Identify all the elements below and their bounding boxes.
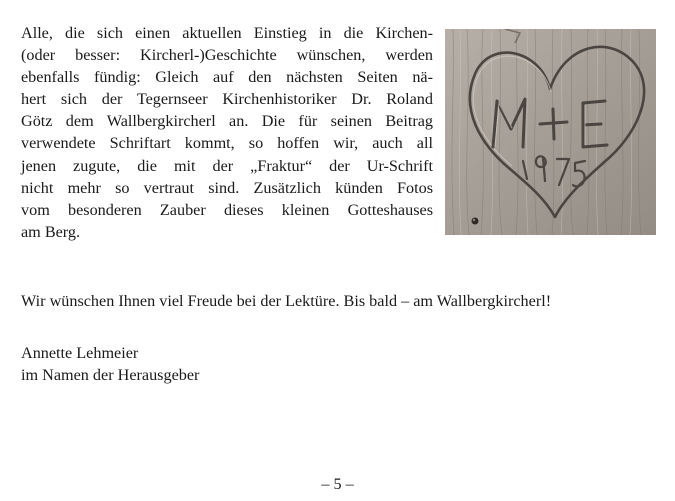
paragraph-line: Götz dem Wallbergkircherl an. Die für seinen Beitrag (21, 112, 433, 131)
paragraph-line: hert sich der Tegernseer Kirchenhistoriker Dr. Roland (21, 90, 433, 109)
signature-block (21, 342, 199, 386)
paragraph-line: Alle, die sich einen aktuellen Einstieg in die Kirchen- (21, 24, 433, 42)
paragraph-line: am Berg. (21, 222, 81, 241)
wood-background (445, 29, 656, 235)
paragraph-line: jenen zugute, die mit der „Fraktur“ der Ur-Schrift (21, 156, 433, 175)
paragraph-line: ebenfalls fündig: Gleich auf den nächsten Seiten nä- (21, 68, 433, 87)
paragraph-line: nicht mehr so vertraut sind. Zusätzlich künden Fotos (21, 178, 433, 197)
signature-role: im Namen der Herausgeber (21, 366, 200, 384)
signature-name: Annette Lehmeier (21, 344, 139, 362)
paragraph-line: verwendete Schriftart kommt, so hoffen wir, auch all (21, 134, 433, 153)
paragraph-line: (oder besser: Kircherl-)Geschichte wünschen, werden (21, 46, 433, 65)
paragraph-line: vom besonderen Zauber dieses kleinen Gotteshauses (21, 200, 433, 219)
carved-heart-photo (445, 29, 656, 235)
carved-heart-image (445, 29, 656, 235)
page-number: – 5 – (321, 475, 354, 493)
closing-paragraph: Wir wünschen Ihnen viel Freude bei der Lektüre. Bis bald – am Wallbergkircherl! (21, 292, 552, 310)
intro-paragraph (21, 22, 433, 243)
